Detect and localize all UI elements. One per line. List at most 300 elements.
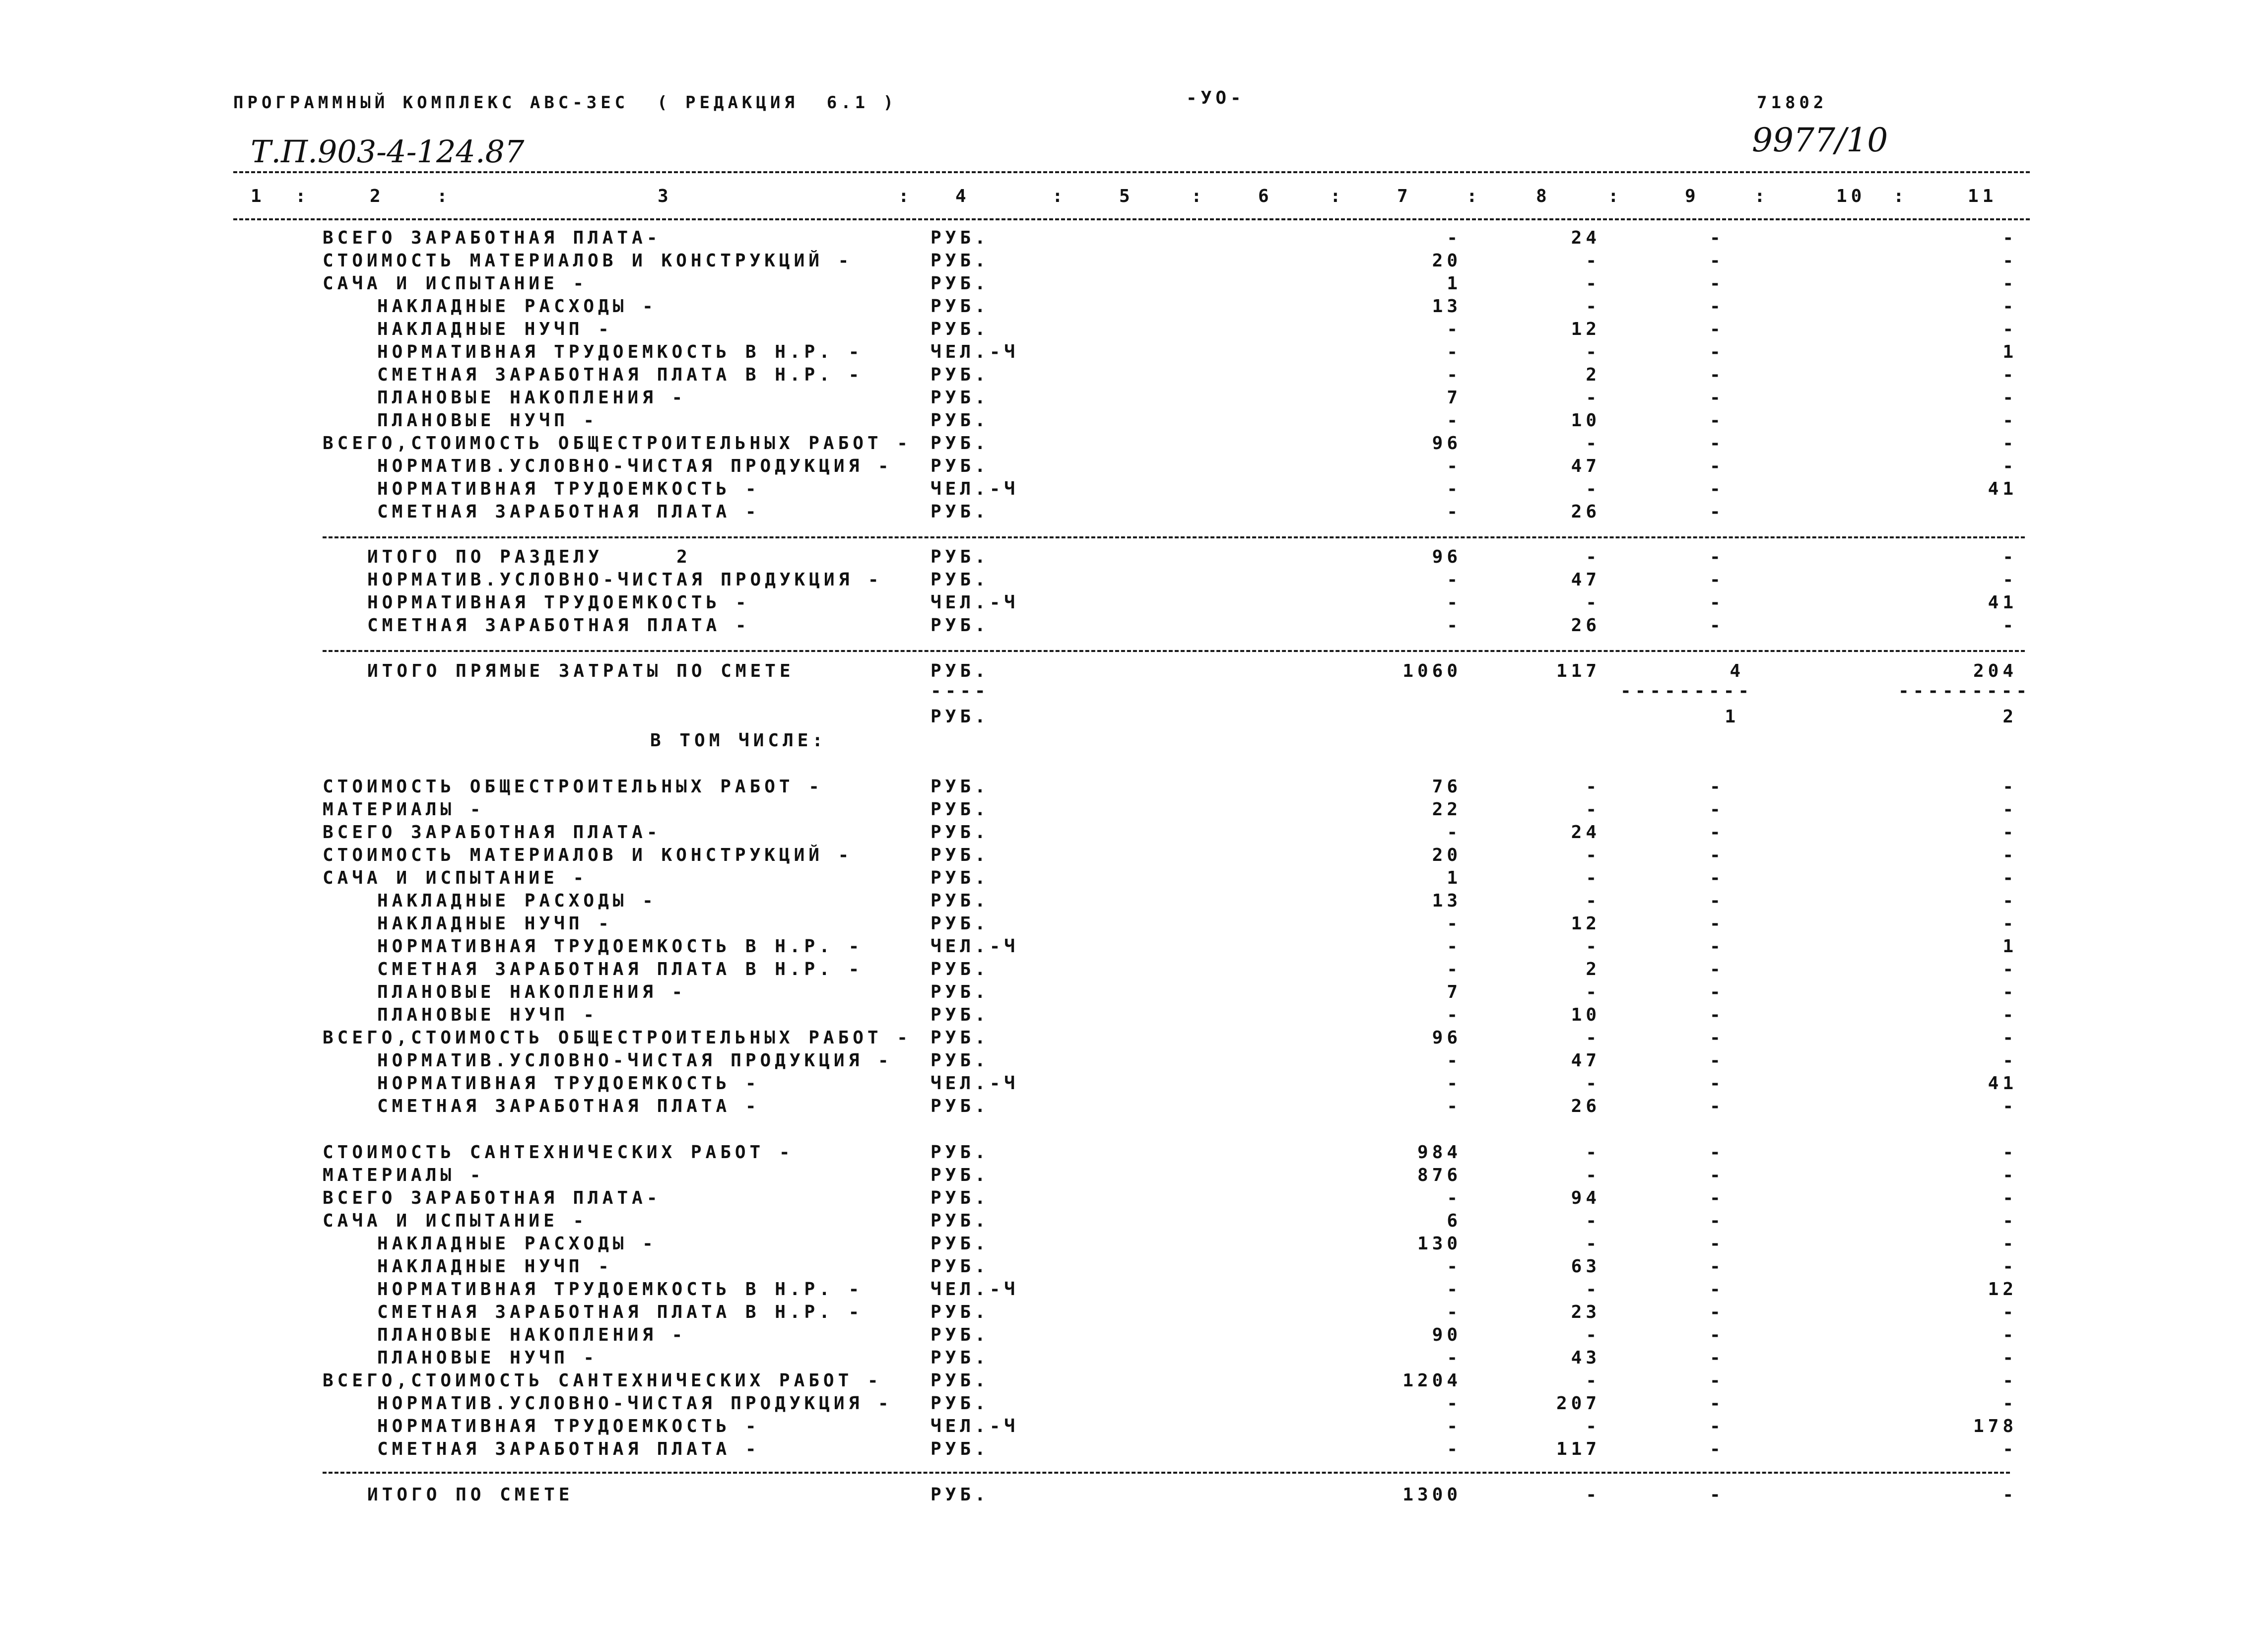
direct-costs-unit: РУБ. [931, 661, 990, 681]
row-unit: ЧЕЛ.-Ч [931, 342, 1019, 362]
cell-col9: - [1710, 1073, 1725, 1094]
row-label: ВСЕГО ЗАРАБОТНАЯ ПЛАТА- [323, 1188, 662, 1208]
column-separator: : [437, 186, 452, 206]
cell-col9: - [1710, 936, 1725, 957]
cell-col11: - [2002, 1028, 2017, 1048]
row-label: НАКЛАДНЫЕ РАСХОДЫ - [377, 296, 657, 317]
cell-col7: 76 [1432, 777, 1462, 797]
column-separator: : [1608, 186, 1623, 206]
row-label: НАКЛАДНЫЕ НУЧП - [377, 913, 613, 934]
cell-col9: - [1710, 1142, 1725, 1163]
column-separator: : [1330, 186, 1345, 206]
cell-col11: - [2002, 845, 2017, 865]
row-unit: РУБ. [931, 1234, 990, 1254]
column-number-3: 3 [658, 186, 672, 206]
cell-col11: - [2002, 547, 2017, 567]
row-unit: РУБ. [931, 228, 990, 248]
cell-col7: 96 [1432, 1028, 1462, 1048]
cell-col9: - [1710, 868, 1725, 888]
cell-col9: - [1710, 1234, 1725, 1254]
grand-total-col8: - [1586, 1485, 1601, 1505]
row-label: НОРМАТИВНАЯ ТРУДОЕМКОСТЬ - [367, 592, 750, 613]
cell-col11: - [2002, 1096, 2017, 1116]
cell-col8: 10 [1571, 410, 1601, 431]
cell-col9: - [1710, 959, 1725, 979]
cell-col11: 178 [1973, 1416, 2017, 1436]
cell-col11: 41 [1988, 1073, 2017, 1094]
cell-col11: - [2002, 868, 2017, 888]
cell-col9: - [1710, 1256, 1725, 1277]
row-label: ПЛАНОВЫЕ НУЧП - [377, 410, 599, 431]
cell-col7: - [1447, 1188, 1462, 1208]
cell-col7: 1 [1447, 868, 1462, 888]
row-label: НАКЛАДНЫЕ НУЧП - [377, 1256, 613, 1277]
row-unit: ЧЕЛ.-Ч [931, 936, 1019, 957]
cell-col9: - [1710, 615, 1725, 636]
row-label: СМЕТНАЯ ЗАРАБОТНАЯ ПЛАТА - [377, 1439, 760, 1459]
column-number-5: 5 [1119, 186, 1134, 206]
row-label: НАКЛАДНЫЕ НУЧП - [377, 319, 613, 339]
cell-col8: 23 [1571, 1302, 1601, 1322]
cell-col8: 63 [1571, 1256, 1601, 1277]
grand-total-col7: 1300 [1402, 1485, 1462, 1505]
cell-col9: - [1710, 1348, 1725, 1368]
cell-col7: - [1447, 456, 1462, 476]
row-label: СТОИМОСТЬ САНТЕХНИЧЕСКИХ РАБОТ - [323, 1142, 794, 1163]
cell-col11: - [2002, 296, 2017, 317]
cell-col9: - [1710, 1096, 1725, 1116]
row-unit: РУБ. [931, 365, 990, 385]
cell-col7: - [1447, 479, 1462, 499]
cell-col9: - [1710, 433, 1725, 454]
cell-col11: 41 [1988, 592, 2017, 613]
cell-col7: 6 [1447, 1211, 1462, 1231]
cell-col7: - [1447, 592, 1462, 613]
cell-col11: - [2002, 1302, 2017, 1322]
cell-col9: - [1710, 547, 1725, 567]
direct-costs-col8: 117 [1556, 661, 1601, 681]
row-unit: ЧЕЛ.-Ч [931, 592, 1019, 613]
row-unit: РУБ. [931, 1096, 990, 1116]
cell-col9: - [1710, 273, 1725, 294]
cell-col9: - [1710, 1416, 1725, 1436]
row-label: СМЕТНАЯ ЗАРАБОТНАЯ ПЛАТА В Н.Р. - [377, 365, 864, 385]
column-number-11: 11 [1968, 186, 1998, 206]
direct-costs-col9: 4 [1730, 661, 1744, 681]
cell-col9: - [1710, 1325, 1725, 1345]
row-unit: РУБ. [931, 1165, 990, 1185]
column-number-10: 10 [1836, 186, 1866, 206]
column-separator: : [1893, 186, 1908, 206]
row-label: СМЕТНАЯ ЗАРАБОТНАЯ ПЛАТА - [377, 502, 760, 522]
cell-col7: - [1447, 1439, 1462, 1459]
cell-col11: - [2002, 959, 2017, 979]
row-unit: РУБ. [931, 273, 990, 294]
row-unit: РУБ. [931, 777, 990, 797]
row-label: НОРМАТИВНАЯ ТРУДОЕМКОСТЬ В Н.Р. - [377, 936, 864, 957]
row-label: СМЕТНАЯ ЗАРАБОТНАЯ ПЛАТА - [367, 615, 750, 636]
cell-col8: 10 [1571, 1005, 1601, 1025]
row-unit: РУБ. [931, 822, 990, 843]
cell-col8: - [1586, 433, 1601, 454]
cell-col11: 12 [1988, 1279, 2017, 1300]
cell-col7: - [1447, 342, 1462, 362]
cell-col11: - [2002, 1393, 2017, 1414]
row-label: ПЛАНОВЫЕ НАКОПЛЕНИЯ - [377, 1325, 687, 1345]
direct-costs-col9-separator: --------- [1620, 681, 1753, 701]
cell-col7: - [1447, 1416, 1462, 1436]
cell-col8: 2 [1586, 959, 1601, 979]
row-unit: РУБ. [931, 1211, 990, 1231]
cell-col11: - [2002, 615, 2017, 636]
row-unit: РУБ. [931, 1142, 990, 1163]
cell-col8: 207 [1556, 1393, 1601, 1414]
document-code: 71802 [1757, 93, 1828, 113]
cell-col11: - [2002, 410, 2017, 431]
cell-col8: - [1586, 1142, 1601, 1163]
row-label: СТОИМОСТЬ МАТЕРИАЛОВ И КОНСТРУКЦИЙ - [323, 251, 853, 271]
cell-col8: - [1586, 845, 1601, 865]
column-number-2: 2 [370, 186, 385, 206]
cell-col7: - [1447, 615, 1462, 636]
cell-col9: - [1710, 1188, 1725, 1208]
cell-col11: - [2002, 1256, 2017, 1277]
cell-col11: 41 [1988, 479, 2017, 499]
row-label: НОРМАТИВНАЯ ТРУДОЕМКОСТЬ - [377, 1416, 760, 1436]
cell-col8: 43 [1571, 1348, 1601, 1368]
column-separator: : [1052, 186, 1067, 206]
cell-col9: - [1710, 592, 1725, 613]
cell-col8: - [1586, 1211, 1601, 1231]
column-separator: : [1191, 186, 1206, 206]
cell-col7: - [1447, 319, 1462, 339]
cell-col9: - [1710, 570, 1725, 590]
cell-col9: - [1710, 479, 1725, 499]
cell-col9: - [1710, 388, 1725, 408]
cell-col7: 96 [1432, 433, 1462, 454]
row-unit: РУБ. [931, 1370, 990, 1391]
row-unit: ЧЕЛ.-Ч [931, 479, 1019, 499]
cell-col8: - [1586, 547, 1601, 567]
cell-col8: 24 [1571, 822, 1601, 843]
cell-col7: 1204 [1402, 1370, 1462, 1391]
cell-col7: - [1447, 913, 1462, 934]
cell-col7: - [1447, 936, 1462, 957]
cell-col11: - [2002, 1234, 2017, 1254]
cell-col11: - [2002, 822, 2017, 843]
row-label: НОРМАТИВ.УСЛОВНО-ЧИСТАЯ ПРОДУКЦИЯ - [367, 570, 883, 590]
cell-col11: - [2002, 1348, 2017, 1368]
cell-col8: - [1586, 1416, 1601, 1436]
cell-col8: - [1586, 777, 1601, 797]
row-label: ПЛАНОВЫЕ НАКОПЛЕНИЯ - [377, 982, 687, 1002]
program-title: ПРОГРАММНЫЙ КОМПЛЕКС АВС-3ЕС ( РЕДАКЦИЯ 6.1 ) [233, 93, 898, 113]
cell-col8: - [1586, 1165, 1601, 1185]
column-separator: : [295, 186, 310, 206]
cell-col8: 12 [1571, 319, 1601, 339]
row-label: МАТЕРИАЛЫ - [323, 799, 485, 820]
row-label: НАКЛАДНЫЕ РАСХОДЫ - [377, 891, 657, 911]
cell-col9: - [1710, 1439, 1725, 1459]
cell-col7: 1 [1447, 273, 1462, 294]
cell-col11: - [2002, 251, 2017, 271]
cell-col8: 12 [1571, 913, 1601, 934]
row-unit: РУБ. [931, 891, 990, 911]
cell-col8: 47 [1571, 570, 1601, 590]
page-mark: -УО- [1186, 88, 1245, 108]
row-unit: РУБ. [931, 615, 990, 636]
row-label: ИТОГО ПО РАЗДЕЛУ 2 [367, 547, 691, 567]
cell-col9: - [1710, 799, 1725, 820]
cell-col7: - [1447, 1348, 1462, 1368]
row-unit: РУБ. [931, 959, 990, 979]
direct-costs-col9-second: 1 [1725, 707, 1739, 727]
column-number-6: 6 [1258, 186, 1273, 206]
row-unit: РУБ. [931, 1348, 990, 1368]
cell-col8: - [1586, 388, 1601, 408]
cell-col9: - [1710, 296, 1725, 317]
header-rule-top [233, 171, 2030, 173]
cell-col9: - [1710, 1005, 1725, 1025]
row-label: ПЛАНОВЫЕ НАКОПЛЕНИЯ - [377, 388, 687, 408]
cell-col11: - [2002, 1188, 2017, 1208]
cell-col11: 1 [2002, 936, 2017, 957]
row-unit: РУБ. [931, 1325, 990, 1345]
column-number-4: 4 [955, 186, 970, 206]
cell-col7: - [1447, 822, 1462, 843]
cell-col9: - [1710, 1302, 1725, 1322]
row-unit: РУБ. [931, 1188, 990, 1208]
cell-col9: - [1710, 1393, 1725, 1414]
section-a-rule [323, 536, 2025, 538]
direct-costs-col11-second: 2 [2002, 707, 2017, 727]
row-label: СМЕТНАЯ ЗАРАБОТНАЯ ПЛАТА - [377, 1096, 760, 1116]
cell-col11: - [2002, 228, 2017, 248]
cell-col8: - [1586, 1370, 1601, 1391]
cell-col7: - [1447, 1393, 1462, 1414]
cell-col7: 130 [1417, 1234, 1462, 1254]
row-unit: РУБ. [931, 1050, 990, 1071]
cell-col9: - [1710, 456, 1725, 476]
cell-col8: - [1586, 296, 1601, 317]
direct-costs-col11-separator: --------- [1898, 681, 2031, 701]
cell-col9: - [1710, 1028, 1725, 1048]
cell-col11: - [2002, 365, 2017, 385]
cell-col11: - [2002, 433, 2017, 454]
cell-col9: - [1710, 1211, 1725, 1231]
cell-col8: 26 [1571, 615, 1601, 636]
cell-col11: - [2002, 799, 2017, 820]
row-label: НОРМАТИВ.УСЛОВНО-ЧИСТАЯ ПРОДУКЦИЯ - [377, 1050, 893, 1071]
cell-col9: - [1710, 1165, 1725, 1185]
cell-col11: - [2002, 388, 2017, 408]
row-label: СМЕТНАЯ ЗАРАБОТНАЯ ПЛАТА В Н.Р. - [377, 1302, 864, 1322]
column-number-7: 7 [1397, 186, 1412, 206]
cell-col9: - [1710, 251, 1725, 271]
cell-col11: - [2002, 777, 2017, 797]
cell-col8: - [1586, 251, 1601, 271]
row-label: НОРМАТИВНАЯ ТРУДОЕМКОСТЬ В Н.Р. - [377, 1279, 864, 1300]
direct-costs-unit-separator: ---- [931, 681, 990, 701]
row-label: САЧА И ИСПЫТАНИЕ - [323, 273, 588, 294]
cell-col8: - [1586, 479, 1601, 499]
row-unit: РУБ. [931, 251, 990, 271]
column-number-1: 1 [251, 186, 266, 206]
cell-col9: - [1710, 1050, 1725, 1071]
row-unit: РУБ. [931, 433, 990, 454]
row-label: НОРМАТИВНАЯ ТРУДОЕМКОСТЬ - [377, 1073, 760, 1094]
cell-col9: - [1710, 891, 1725, 911]
grand-total-unit: РУБ. [931, 1485, 990, 1505]
cell-col8: - [1586, 1234, 1601, 1254]
cell-col9: - [1710, 502, 1725, 522]
cell-col11: - [2002, 1370, 2017, 1391]
cell-col9: - [1710, 982, 1725, 1002]
cell-col11: - [2002, 273, 2017, 294]
cell-col8: - [1586, 936, 1601, 957]
column-number-9: 9 [1685, 186, 1700, 206]
row-unit: РУБ. [931, 570, 990, 590]
cell-col11: - [2002, 1325, 2017, 1345]
direct-costs-col11: 204 [1973, 661, 2017, 681]
cell-col7: - [1447, 959, 1462, 979]
section-total-rule [323, 650, 2025, 652]
cell-col9: - [1710, 1370, 1725, 1391]
row-label: НОРМАТИВНАЯ ТРУДОЕМКОСТЬ - [377, 479, 760, 499]
cell-col11: - [2002, 1050, 2017, 1071]
direct-costs-col7: 1060 [1402, 661, 1462, 681]
cell-col7: 20 [1432, 251, 1462, 271]
cell-col7: 22 [1432, 799, 1462, 820]
cell-col8: - [1586, 273, 1601, 294]
cell-col8: - [1586, 868, 1601, 888]
column-separator: : [1467, 186, 1481, 206]
row-unit: РУБ. [931, 410, 990, 431]
row-unit: РУБ. [931, 1302, 990, 1322]
cell-col8: - [1586, 342, 1601, 362]
row-label: НОРМАТИВ.УСЛОВНО-ЧИСТАЯ ПРОДУКЦИЯ - [377, 1393, 893, 1414]
cell-col9: - [1710, 228, 1725, 248]
row-unit: РУБ. [931, 982, 990, 1002]
row-unit: РУБ. [931, 319, 990, 339]
row-unit: РУБ. [931, 1005, 990, 1025]
row-label: ПЛАНОВЫЕ НУЧП - [377, 1348, 599, 1368]
cell-col8: 24 [1571, 228, 1601, 248]
cell-col8: - [1586, 1279, 1601, 1300]
cell-col8: - [1586, 982, 1601, 1002]
cell-col7: 7 [1447, 388, 1462, 408]
row-unit: РУБ. [931, 502, 990, 522]
cell-col7: - [1447, 502, 1462, 522]
cell-col9: - [1710, 1279, 1725, 1300]
cell-col11: - [2002, 1005, 2017, 1025]
row-unit: ЧЕЛ.-Ч [931, 1073, 1019, 1094]
row-label: ПЛАНОВЫЕ НУЧП - [377, 1005, 599, 1025]
cell-col7: 13 [1432, 296, 1462, 317]
cell-col8: - [1586, 592, 1601, 613]
row-label: САЧА И ИСПЫТАНИЕ - [323, 868, 588, 888]
cell-col11: - [2002, 1142, 2017, 1163]
cell-col11: - [2002, 891, 2017, 911]
row-label: ВСЕГО ЗАРАБОТНАЯ ПЛАТА- [323, 822, 662, 843]
cell-col9: - [1710, 913, 1725, 934]
cell-col7: - [1447, 1279, 1462, 1300]
row-label: МАТЕРИАЛЫ - [323, 1165, 485, 1185]
row-label: НОРМАТИВ.УСЛОВНО-ЧИСТАЯ ПРОДУКЦИЯ - [377, 456, 893, 476]
cell-col9: - [1710, 822, 1725, 843]
cell-col7: - [1447, 365, 1462, 385]
cell-col7: 96 [1432, 547, 1462, 567]
row-unit: РУБ. [931, 1028, 990, 1048]
column-separator: : [1754, 186, 1769, 206]
grand-total-col9: - [1710, 1485, 1725, 1505]
cell-col7: - [1447, 1302, 1462, 1322]
cell-col9: - [1710, 342, 1725, 362]
row-label: ВСЕГО,СТОИМОСТЬ САНТЕХНИЧЕСКИХ РАБОТ - [323, 1370, 882, 1391]
cell-col8: - [1586, 799, 1601, 820]
cell-col11: - [2002, 456, 2017, 476]
cell-col7: - [1447, 1096, 1462, 1116]
cell-col7: 20 [1432, 845, 1462, 865]
cell-col7: - [1447, 1050, 1462, 1071]
cell-col11: - [2002, 1211, 2017, 1231]
cell-col8: - [1586, 1073, 1601, 1094]
cell-col8: 26 [1571, 1096, 1601, 1116]
grand-total-label: ИТОГО ПО СМЕТЕ [367, 1485, 574, 1505]
cell-col11: - [2002, 319, 2017, 339]
cell-col8: - [1586, 891, 1601, 911]
cell-col8: 26 [1571, 502, 1601, 522]
column-separator: : [898, 186, 913, 206]
row-label: ВСЕГО ЗАРАБОТНАЯ ПЛАТА- [323, 228, 662, 248]
cell-col11: - [2002, 1439, 2017, 1459]
header-rule-bottom [233, 218, 2030, 220]
row-label: СМЕТНАЯ ЗАРАБОТНАЯ ПЛАТА В Н.Р. - [377, 959, 864, 979]
cell-col9: - [1710, 777, 1725, 797]
row-unit: ЧЕЛ.-Ч [931, 1416, 1019, 1436]
cell-col8: 47 [1571, 456, 1601, 476]
cell-col8: 2 [1586, 365, 1601, 385]
row-label: НАКЛАДНЫЕ РАСХОДЫ - [377, 1234, 657, 1254]
cell-col7: 984 [1417, 1142, 1462, 1163]
project-number: Т.П.903-4-124.87 [251, 133, 525, 170]
cell-col9: - [1710, 319, 1725, 339]
column-number-8: 8 [1536, 186, 1551, 206]
cell-col7: 876 [1417, 1165, 1462, 1185]
row-unit: ЧЕЛ.-Ч [931, 1279, 1019, 1300]
cell-col7: 90 [1432, 1325, 1462, 1345]
row-unit: РУБ. [931, 456, 990, 476]
row-unit: РУБ. [931, 799, 990, 820]
row-unit: РУБ. [931, 1439, 990, 1459]
cell-col7: - [1447, 1005, 1462, 1025]
cell-col7: - [1447, 228, 1462, 248]
direct-costs-unit-second: РУБ. [931, 707, 990, 727]
cell-col11: - [2002, 982, 2017, 1002]
row-unit: РУБ. [931, 913, 990, 934]
row-unit: РУБ. [931, 845, 990, 865]
cell-col7: - [1447, 570, 1462, 590]
row-label: ВСЕГО,СТОИМОСТЬ ОБЩЕСТРОИТЕЛЬНЫХ РАБОТ - [323, 433, 912, 454]
row-label: СТОИМОСТЬ ОБЩЕСТРОИТЕЛЬНЫХ РАБОТ - [323, 777, 823, 797]
cell-col7: - [1447, 1256, 1462, 1277]
direct-costs-label: ИТОГО ПРЯМЫЕ ЗАТРАТЫ ПО СМЕТЕ [367, 661, 795, 681]
row-unit: РУБ. [931, 388, 990, 408]
cell-col8: - [1586, 1325, 1601, 1345]
row-unit: РУБ. [931, 1393, 990, 1414]
sheet-number: 9977/10 [1752, 121, 1888, 159]
row-label: СТОИМОСТЬ МАТЕРИАЛОВ И КОНСТРУКЦИЙ - [323, 845, 853, 865]
